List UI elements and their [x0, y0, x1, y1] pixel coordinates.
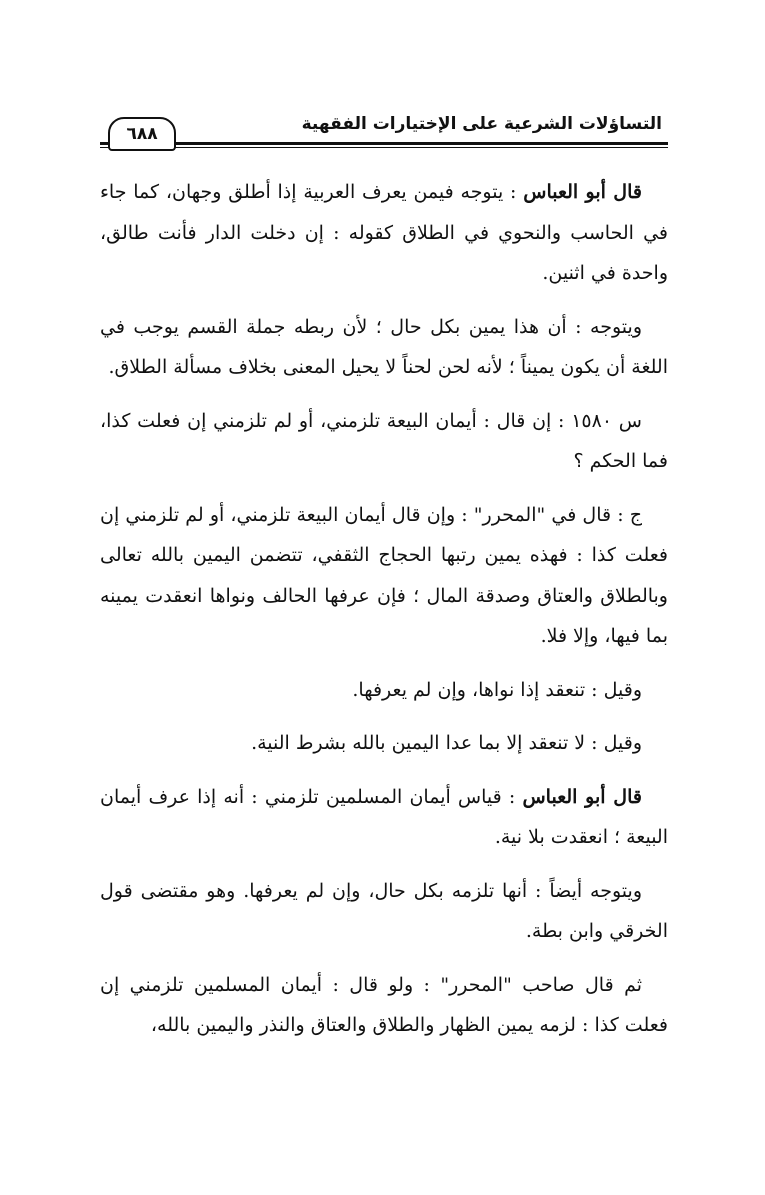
paragraph-text: ثم قال صاحب "المحرر" : ولو قال : أيمان المسلمين تلزمني إن فعلت كذا : لزمه يمين الظهار والطلاق والعتاق والنذر واليمين بالله، — [100, 973, 668, 1036]
paragraph-6 — [100, 723, 668, 764]
answer — [100, 495, 668, 657]
paragraph-text: س ١٥٨٠ : إن قال : أيمان البيعة تلزمني، أو لم تلزمني إن فعلت كذا، فما الحكم ؟ — [100, 409, 668, 472]
page-header — [100, 108, 668, 152]
header-rule-thin — [100, 147, 668, 148]
paragraph-text: ج : قال في "المحرر" : وإن قال أيمان البيعة تلزمني، أو لم تلزمني إن فعلت كذا : فهذه يمين رتبها الحجاج الثقفي، تتضمن اليمين بالله تعالى وبالطلاق والعتاق وصدقة المال ؛ فإن عرفها الحالف ونواها انعقدت يمينه بما فيها، وإلا فلا. — [100, 503, 668, 647]
paragraph-5 — [100, 670, 668, 711]
speaker-name: قال أبو العباس — [522, 785, 642, 808]
body-text — [100, 172, 668, 1059]
paragraph-2 — [100, 307, 668, 388]
paragraph-8 — [100, 871, 668, 952]
paragraph-text: وقيل : تنعقد إذا نواها، وإن لم يعرفها. — [352, 678, 642, 701]
running-title: التساؤلات الشرعية على الإختيارات الفقهية — [301, 114, 662, 134]
paragraph-text: : قياس أيمان المسلمين تلزمني : أنه إذا عرف أيمان البيعة ؛ انعقدت بلا نية. — [100, 785, 668, 848]
paragraph-7 — [100, 777, 668, 858]
speaker-name: قال أبو العباس — [523, 181, 642, 203]
paragraph-9 — [100, 965, 668, 1046]
paragraph-text: ويتوجه : أن هذا يمين بكل حال ؛ لأن ربطه جملة القسم يوجب في اللغة أن يكون يميناً ؛ لأنه لحن لحناً لا يحيل المعنى بخلاف مسألة الطلاق. — [100, 315, 668, 378]
paragraph-text: وقيل : لا تنعقد إلا بما عدا اليمين بالله بشرط النية. — [251, 732, 642, 754]
header-rule-thick — [100, 142, 668, 145]
paragraph-text: : يتوجه فيمن يعرف العربية إذا أطلق وجهان، كما جاء في الحاسب والنحوي في الطلاق كقوله : إن دخلت الدار فأنت طالق، واحدة في اثنين. — [100, 181, 668, 284]
paragraph-text: ويتوجه أيضاً : أنها تلزمه بكل حال، وإن لم يعرفها. وهو مقتضى قول الخرقي وابن بطة. — [100, 879, 668, 942]
paragraph-1 — [100, 172, 668, 294]
page-number: ٦٨٨ — [108, 117, 176, 151]
question-1580 — [100, 401, 668, 482]
